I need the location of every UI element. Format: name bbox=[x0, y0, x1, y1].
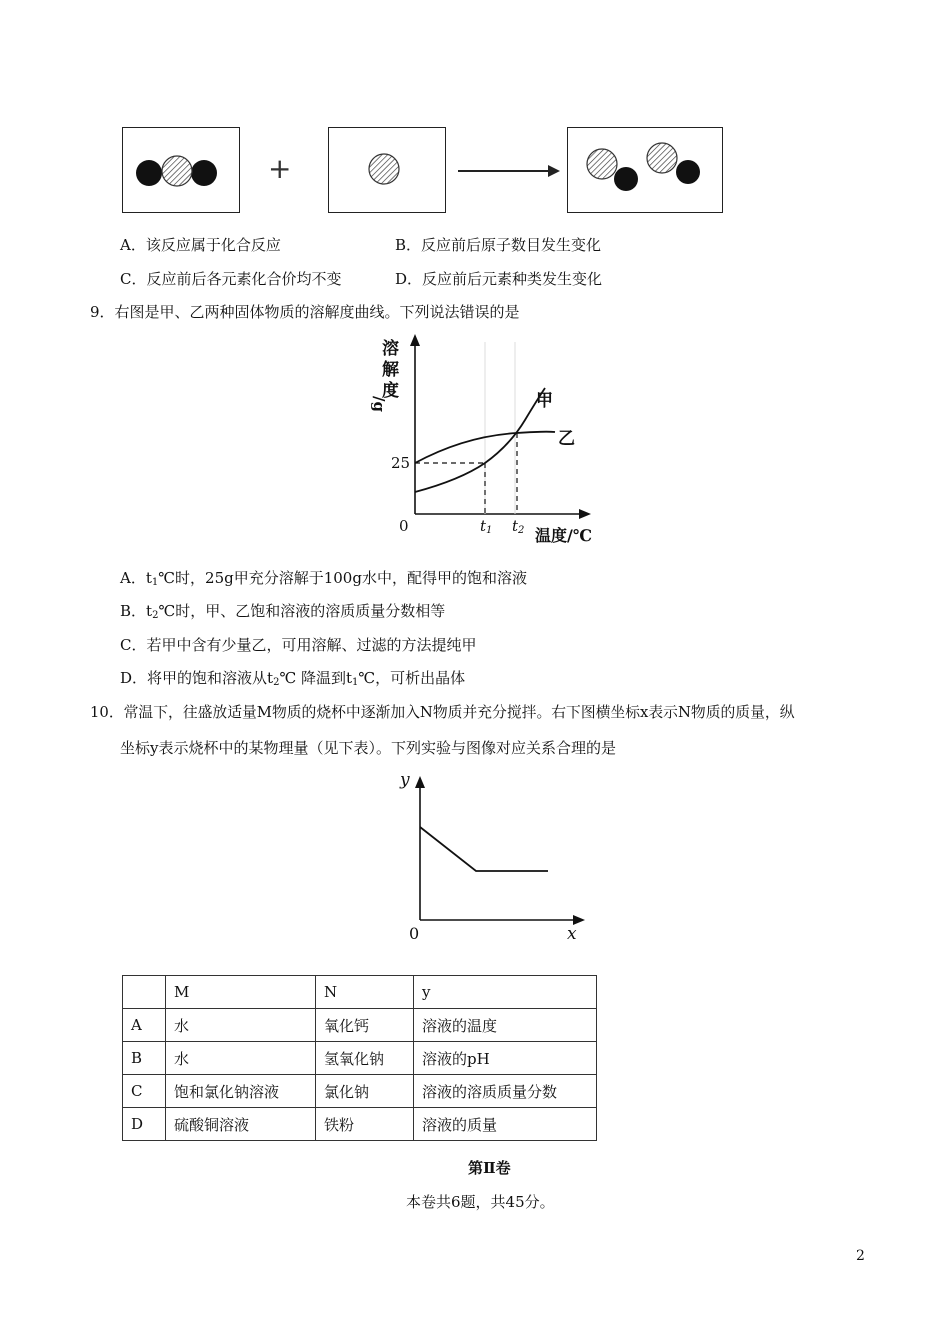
section-title: 第Ⅱ卷 bbox=[468, 1159, 511, 1177]
table-cell: 水 bbox=[166, 1042, 316, 1075]
y-axis-label-3: 度 bbox=[382, 381, 399, 401]
solubility-graph bbox=[355, 330, 615, 545]
section-note: 本卷共6题，共45分。 bbox=[406, 1193, 555, 1211]
q8-option-b: B．反应前后原子数目发生变化 bbox=[395, 236, 602, 254]
q10-stem-line1: 10．常温下，往盛放适量M物质的烧杯中逐渐加入N物质并充分搅拌。右下图横坐标x表示N物质的质量，纵 bbox=[90, 704, 795, 721]
x-axis-label: 温度/℃ bbox=[535, 526, 593, 545]
q8-option-a: A．该反应属于化合反应 bbox=[120, 236, 281, 254]
table-row bbox=[123, 1075, 597, 1108]
table-header-m: M bbox=[166, 976, 316, 1009]
table-cell: 铁粉 bbox=[316, 1108, 414, 1141]
origin-label: 0 bbox=[409, 924, 420, 943]
table-header-y: y bbox=[414, 976, 597, 1009]
black-atom bbox=[676, 160, 700, 184]
table-cell: 溶液的pH bbox=[414, 1042, 597, 1075]
q9-option-a: A．$t_1℃$时，25g甲充分溶解于100g水中，配得甲的饱和溶液 bbox=[120, 569, 527, 588]
table-cell: A bbox=[123, 1009, 166, 1042]
reactant-box-1 bbox=[122, 127, 240, 213]
black-atom bbox=[136, 160, 162, 186]
table-cell bbox=[123, 976, 166, 1009]
table-cell: 溶液的溶质质量分数 bbox=[414, 1075, 597, 1108]
x-axis-label: x bbox=[567, 924, 577, 944]
y-axis-label-4: /g bbox=[370, 396, 388, 412]
origin-label: 0 bbox=[399, 517, 409, 535]
table-header-n: N bbox=[316, 976, 414, 1009]
table-cell: 溶液的温度 bbox=[414, 1009, 597, 1042]
q9-option-b: B．$t_2℃$时，甲、乙饱和溶液的溶质质量分数相等 bbox=[120, 602, 446, 621]
table-row bbox=[123, 1009, 597, 1042]
t1-label: $t_1$ bbox=[480, 517, 493, 536]
q10-table bbox=[122, 975, 597, 1141]
product-box bbox=[567, 127, 723, 213]
q9-option-c: C．若甲中含有少量乙，可用溶解、过滤的方法提纯甲 bbox=[120, 636, 477, 654]
table-cell: 溶液的质量 bbox=[414, 1108, 597, 1141]
q8-option-d: D．反应前后元素种类发生变化 bbox=[395, 270, 603, 288]
table-cell: 水 bbox=[166, 1009, 316, 1042]
table-cell: 硫酸铜溶液 bbox=[166, 1108, 316, 1141]
table-cell: C bbox=[123, 1075, 166, 1108]
table-cell: D bbox=[123, 1108, 166, 1141]
q9-option-d: D．将甲的饱和溶液从$t_2℃$ 降温到$t_1℃$，可析出晶体 bbox=[120, 669, 466, 688]
q10-graph bbox=[395, 770, 595, 950]
t2-label: $t_2$ bbox=[512, 517, 525, 536]
table-cell: B bbox=[123, 1042, 166, 1075]
hatched-atom bbox=[162, 156, 192, 186]
y-axis-label-2: 解 bbox=[382, 360, 399, 380]
reaction-arrow bbox=[456, 161, 566, 181]
reactant-box-2 bbox=[328, 127, 446, 213]
table-cell: 饱和氯化钠溶液 bbox=[166, 1075, 316, 1108]
table-row bbox=[123, 1108, 597, 1141]
table-cell: 氢氧化钠 bbox=[316, 1042, 414, 1075]
black-atom bbox=[614, 167, 638, 191]
table-cell: 氯化钠 bbox=[316, 1075, 414, 1108]
hatched-atom bbox=[587, 149, 617, 179]
q9-stem: 9．右图是甲、乙两种固体物质的溶解度曲线。下列说法错误的是 bbox=[90, 303, 520, 321]
table-cell: 氧化钙 bbox=[316, 1009, 414, 1042]
page-number: 2 bbox=[856, 1248, 865, 1264]
table-row bbox=[123, 1042, 597, 1075]
y-axis-label-1: 溶 bbox=[382, 339, 399, 359]
y-tick-25: 25 bbox=[391, 454, 411, 472]
black-atom bbox=[191, 160, 217, 186]
hatched-atom bbox=[369, 154, 399, 184]
hatched-atom bbox=[647, 143, 677, 173]
y-axis-label: y bbox=[400, 770, 410, 790]
curve-jia-label: 甲 bbox=[536, 391, 553, 411]
table-header-row bbox=[123, 976, 597, 1009]
q10-stem-line2: 坐标y表示烧杯中的某物理量（见下表）。下列实验与图像对应关系合理的是 bbox=[120, 739, 616, 757]
curve-yi-label: 乙 bbox=[558, 429, 575, 449]
plus-sign: + bbox=[268, 152, 292, 185]
q8-option-c: C．反应前后各元素化合价均不变 bbox=[120, 270, 342, 288]
y-vs-x-line bbox=[420, 827, 548, 871]
curve-jia bbox=[415, 388, 545, 492]
